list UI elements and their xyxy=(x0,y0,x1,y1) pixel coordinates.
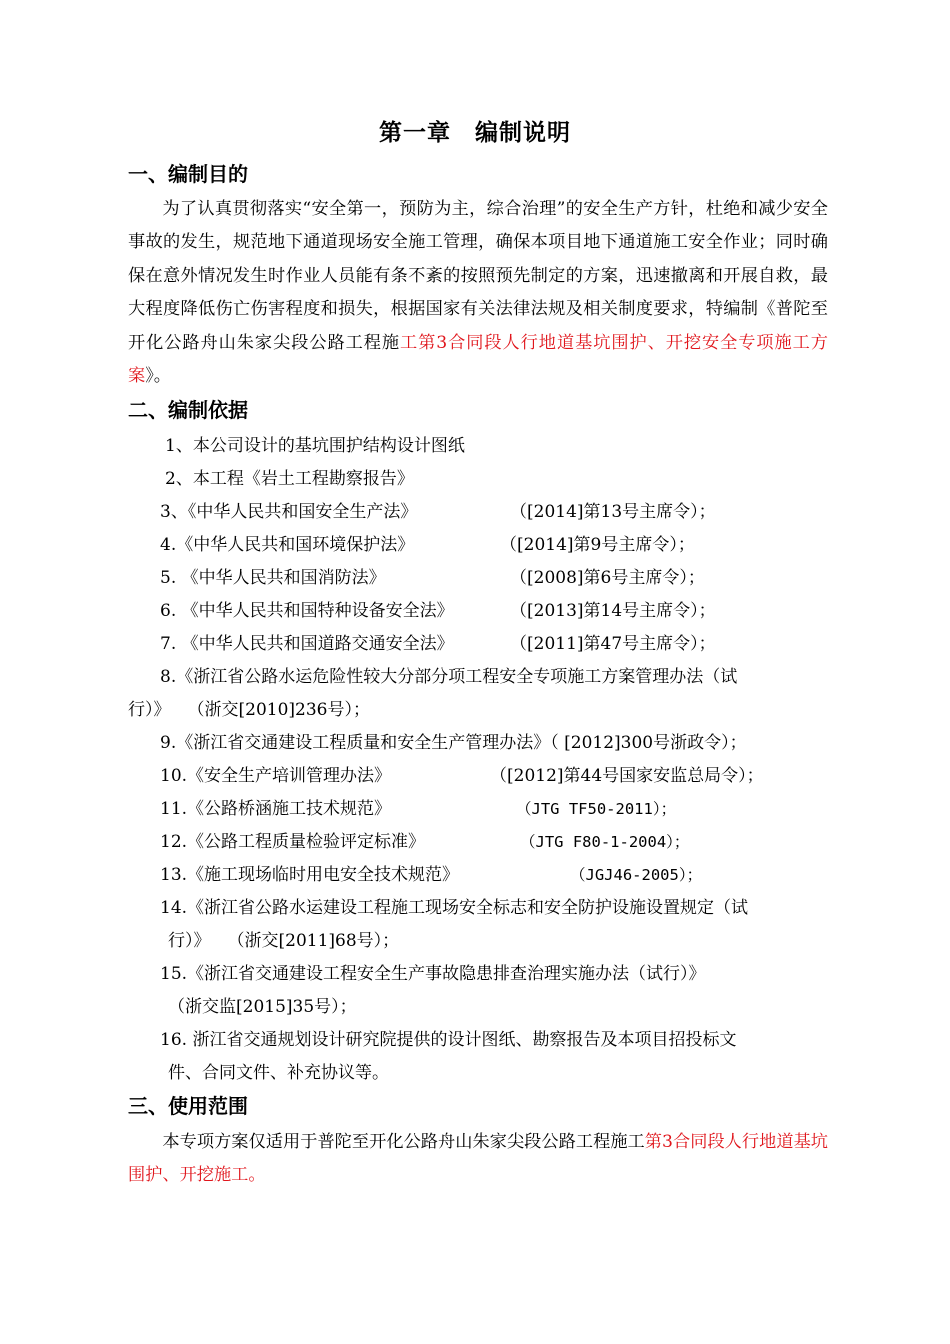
basis-item-8-cont: 行）》 （浙交[2010]236号）； xyxy=(128,700,370,720)
basis-item-4-ref: （[2014]第9号主席令）； xyxy=(500,535,695,555)
basis-item-11: 11.《公路桥涵施工技术规范》 xyxy=(160,799,392,819)
basis-item-3: 3、《中华人民共和国安全生产法》 xyxy=(160,502,418,522)
basis-item-16: 16. 浙江省交通规划设计研究院提供的设计图纸、勘察报告及本项目招投标文 xyxy=(160,1030,737,1050)
scope-text: 本专项方案仅适用于普陀至开化公路舟山朱家尖段公路工程施工 xyxy=(162,1132,645,1152)
paragraph-end: 》。 xyxy=(145,366,171,387)
section-paragraph-purpose xyxy=(128,193,828,393)
basis-item-5-ref: （[2008]第6号主席令）； xyxy=(510,568,705,588)
section-heading-basis: 二、编制依据 xyxy=(128,398,248,422)
basis-item-13-ref: （JGJ46-2005）； xyxy=(570,866,703,884)
basis-item-6: 6. 《中华人民共和国特种设备安全法》 xyxy=(160,601,454,621)
basis-item-9: 9.《浙江省交通建设工程质量和安全生产管理办法》（ [2012]300号浙政令）； xyxy=(160,733,747,753)
paragraph-highlight: 工第3合同段人行地道基坑围护、开挖安全专项施工方案 xyxy=(128,332,828,387)
basis-item-8: 8.《浙江省公路水运危险性较大分部分项工程安全专项施工方案管理办法（试 xyxy=(160,667,738,687)
section-heading-purpose: 一、编制目的 xyxy=(128,162,248,186)
basis-item-15-cont: （浙交监[2015]35号）； xyxy=(168,997,357,1017)
basis-item-11-ref: （JTG TF50-2011）； xyxy=(516,800,677,818)
basis-item-13: 13.《施工现场临时用电安全技术规范》 xyxy=(160,865,460,885)
basis-item-4: 4.《中华人民共和国环境保护法》 xyxy=(160,535,415,555)
basis-item-10-ref: （[2012]第44号国家安监总局令）； xyxy=(490,766,764,786)
basis-item-6-ref: （[2013]第14号主席令）； xyxy=(510,601,716,621)
basis-item-10: 10.《安全生产培训管理办法》 xyxy=(160,766,392,786)
paragraph-text: 为了认真贯彻落实“安全第一，预防为主，综合治理”的安全生产方针，杜绝和减少安全事故的发生，规范地下通道现场安全施工管理，确保本项目地下通道施工安全作业；同时确保在意外情况发生时作业人员能有条不紊的按照预先制定的方案，迅速撤离和开展自救，最大程度降低伤亡伤害程度和损失，根据国家有关法律法规及相关制度要求，特编制《普陀至开化公路舟山朱家尖段公路工程施 xyxy=(128,199,828,353)
scope-highlight: 第3合同段人行地道基坑围护、开挖施工。 xyxy=(128,1132,828,1186)
section-paragraph-scope xyxy=(128,1126,828,1193)
basis-item-14: 14.《浙江省公路水运建设工程施工现场安全标志和安全防护设施设置规定（试 xyxy=(160,898,749,918)
basis-item-15: 15.《浙江省交通建设工程安全生产事故隐患排查治理实施办法（试行）》 xyxy=(160,964,706,984)
basis-item-5: 5. 《中华人民共和国消防法》 xyxy=(160,568,386,588)
section-heading-scope: 三、使用范围 xyxy=(128,1094,248,1118)
basis-item-12: 12.《公路工程质量检验评定标准》 xyxy=(160,832,426,852)
chapter-title: 第一章 编制说明 xyxy=(379,120,571,146)
basis-item-12-ref: （JTG F80-1-2004）； xyxy=(520,833,690,851)
basis-item-7: 7. 《中华人民共和国道路交通安全法》 xyxy=(160,634,454,654)
basis-item-16-cont: 件、合同文件、补充协议等。 xyxy=(168,1063,389,1083)
basis-item-1: 1、本公司设计的基坑围护结构设计图纸 xyxy=(165,436,465,456)
basis-item-3-ref: （[2014]第13号主席令）； xyxy=(510,502,716,522)
basis-item-14-cont: 行）》 （浙交[2011]68号）； xyxy=(168,931,400,951)
basis-item-7-ref: （[2011]第47号主席令）； xyxy=(510,634,716,654)
basis-item-2: 2、本工程《岩土工程勘察报告》 xyxy=(165,469,414,489)
